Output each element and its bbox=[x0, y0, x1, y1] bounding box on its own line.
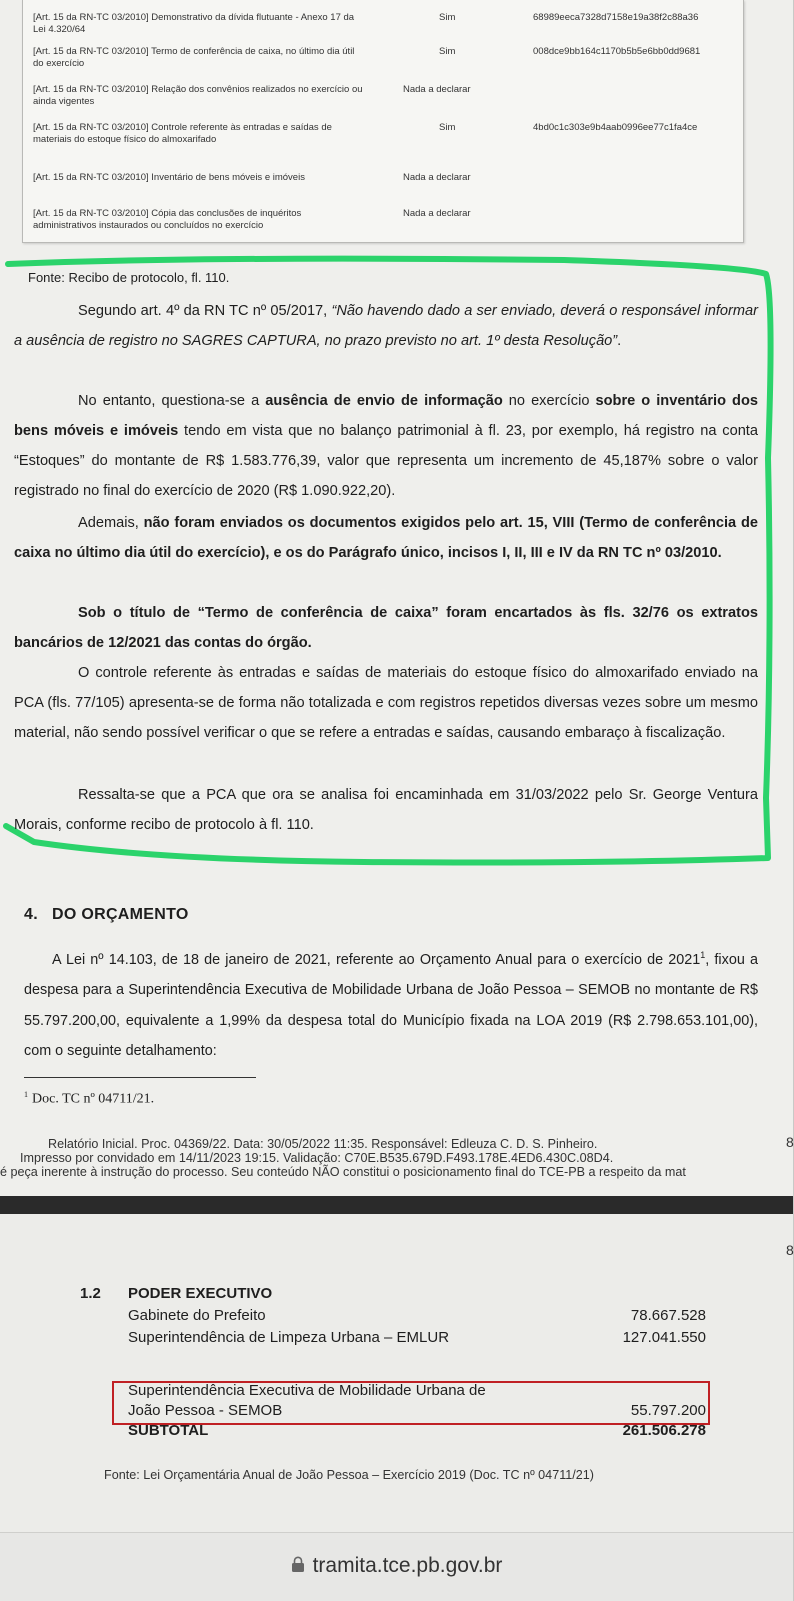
row-description: [Art. 15 da RN-TC 03/2010] Relação dos convênios realizados no exercício ou ainda vigentes bbox=[33, 84, 363, 107]
text: No entanto, questiona-se a bbox=[78, 393, 266, 409]
row-description: [Art. 15 da RN-TC 03/2010] Cópia das conclusões de inquéritos administrativos instaurados ou concluídos no exercício bbox=[33, 208, 302, 231]
page-divider bbox=[0, 1196, 793, 1214]
budget-title: PODER EXECUTIVO bbox=[128, 1285, 273, 1302]
row-status: Nada a declarar bbox=[403, 172, 471, 183]
budget-label: Superintendência Executiva de Mobilidade Urbana de bbox=[128, 1382, 486, 1399]
text: Ressalta-se que a PCA que ora se analisa foi encaminhada em 31/03/2022 pelo Sr. George Ventura Morais, conforme recibo de protocolo à fl. 110. bbox=[14, 787, 758, 833]
bold-text: não foram enviados os documentos exigidos pelo art. 15, VIII (Termo de conferência de caixa no último dia útil do exercício), e os do Parágrafo único, incisos I, II, III e IV da RN TC nº 03/2010. bbox=[14, 515, 758, 561]
browser-url-bar[interactable] bbox=[0, 1532, 793, 1601]
row-description: [Art. 15 da RN-TC 03/2010] Termo de conferência de caixa, no último dia útil do exercício bbox=[33, 46, 355, 69]
text: . bbox=[617, 333, 622, 349]
text: A Lei nº 14.103, de 18 de janeiro de 2021, referente ao Orçamento Anual para o exercício de 2021 bbox=[52, 951, 701, 968]
bold-text: Sob o título de “Termo de conferência de caixa” foram encartados às fls. 32/76 os extratos bancários de 12/2021 das contas do órgão. bbox=[14, 605, 758, 651]
section-title: DO ORÇAMENTO bbox=[52, 906, 189, 923]
footnote-ref: 1 bbox=[700, 950, 706, 960]
budget-heading bbox=[80, 1285, 272, 1302]
text: , fixou a despesa para a Superintendência Executiva de Mobilidade Urbana de João Pessoa – SEMOB no montante de R$ 55.797.200,00, equivalente a 1,99% da despesa total do Município fixada na LOA 2019 (R$ 2.798.653.101,00), com o seguinte detalhamento: bbox=[24, 951, 758, 1060]
row-description: [Art. 15 da RN-TC 03/2010] Inventário de bens móveis e imóveis bbox=[33, 172, 305, 183]
budget-label: João Pessoa - SEMOB bbox=[128, 1402, 283, 1419]
subtotal-value: 261.506.278 bbox=[622, 1422, 706, 1439]
footer-line: Relatório Inicial. Proc. 04369/22. Data: 30/05/2022 11:35. Responsável: Edleuza C. D. S. Pinheiro. bbox=[48, 1137, 598, 1151]
bold-text: sobre o inventário dos bens móveis e imóveis bbox=[14, 393, 758, 439]
quote-text: “Não havendo dado a ser enviado, deverá o responsável informar a ausência de registro no SAGRES CAPTURA, no prazo previsto no art. 1º desta Resolução” bbox=[14, 303, 759, 349]
row-status: Nada a declarar bbox=[403, 84, 471, 95]
paragraph-2 bbox=[14, 386, 758, 506]
footnote-separator bbox=[24, 1077, 256, 1078]
budget-number: 1.2 bbox=[80, 1285, 101, 1302]
footnote bbox=[24, 1090, 154, 1108]
budget-value: 127.041.550 bbox=[622, 1329, 706, 1346]
url-display[interactable] bbox=[0, 1533, 793, 1599]
section-heading bbox=[24, 906, 189, 924]
documents-table bbox=[22, 0, 744, 243]
red-highlight-box bbox=[112, 1381, 710, 1425]
row-description: [Art. 15 da RN-TC 03/2010] Controle referente às entradas e saídas de materiais do estoque físico do almoxarifado bbox=[33, 122, 332, 145]
text: Ademais, bbox=[78, 515, 144, 531]
paragraph-4 bbox=[14, 598, 758, 658]
paragraph-3 bbox=[14, 508, 758, 568]
paragraph-1 bbox=[14, 296, 758, 356]
text: no exercício bbox=[502, 393, 596, 409]
row-status: Sim bbox=[439, 122, 456, 133]
budget-label: Superintendência de Limpeza Urbana – EMLUR bbox=[128, 1329, 450, 1346]
subtotal-label: SUBTOTAL bbox=[128, 1422, 209, 1439]
row-hash: 008dce9bb164c1170b5b5e6bb0dd9681 bbox=[533, 46, 701, 57]
footer-line: Impresso por convidado em 14/11/2023 19:15. Validação: C70E.B535.679D.F493.178E.4ED6.430C.08D4. bbox=[20, 1151, 614, 1165]
footnote-text: Doc. TC nº 04711/21. bbox=[32, 1091, 155, 1107]
paragraph-6 bbox=[14, 780, 758, 840]
url-text: tramita.tce.pb.gov.br bbox=[312, 1554, 503, 1577]
section-paragraph bbox=[24, 940, 758, 1067]
budget-value: 55.797.200 bbox=[630, 1402, 706, 1419]
budget-source: Fonte: Lei Orçamentária Anual de João Pessoa – Exercício 2019 (Doc. TC nº 04711/21) bbox=[104, 1468, 594, 1482]
footnote-mark: 1 bbox=[24, 1090, 28, 1099]
paragraph-5 bbox=[14, 658, 758, 748]
row-hash: 4bd0c1c303e9b4aab0996ee77c1fa4ce bbox=[533, 122, 698, 133]
text: Segundo art. 4º da RN TC nº 05/2017, bbox=[78, 303, 332, 319]
footer-line: é peça inerente à instrução do processo. Seu conteúdo NÃO constitui o posicionamento final do TCE-PB a respeito da mat bbox=[0, 1165, 686, 1179]
budget-value: 78.667.528 bbox=[630, 1307, 706, 1324]
text: tendo em vista que no balanço patrimonial à fl. 23, por exemplo, há registro na conta “Estoques” do montante de R$ 1.583.776,39, valor que representa um incremento de 45,187% sobre o valor registrado no final do exercício de 2020 (R$ 1.090.922,20). bbox=[14, 423, 758, 499]
page-number: 8 bbox=[786, 1134, 794, 1150]
bold-text: ausência de envio de informação bbox=[265, 393, 503, 409]
section-number: 4. bbox=[24, 906, 38, 923]
lock-icon bbox=[291, 1556, 305, 1573]
text: O controle referente às entradas e saídas de materiais do estoque físico do almoxarifado enviado na PCA (fls. 77/105) apresenta-se de forma não totalizada e com registros repetidos diversas vezes sobre um mesmo material, não sendo possível verificar o que se refere a entradas e saídas, causando embaraço à fiscalização. bbox=[14, 665, 758, 741]
row-hash: 68989eeca7328d7158e19a38f2c88a36 bbox=[533, 12, 699, 23]
row-status: Sim bbox=[439, 12, 456, 23]
document-page-2 bbox=[0, 1214, 793, 1532]
source-caption: Fonte: Recibo de protocolo, fl. 110. bbox=[28, 270, 230, 285]
budget-label: Gabinete do Prefeito bbox=[128, 1307, 266, 1324]
row-status: Sim bbox=[439, 46, 456, 57]
page-number: 8 bbox=[786, 1242, 794, 1258]
row-description: [Art. 15 da RN-TC 03/2010] Demonstrativo da dívida flutuante - Anexo 17 da Lei 4.320/64 bbox=[33, 12, 355, 35]
row-status: Nada a declarar bbox=[403, 208, 471, 219]
